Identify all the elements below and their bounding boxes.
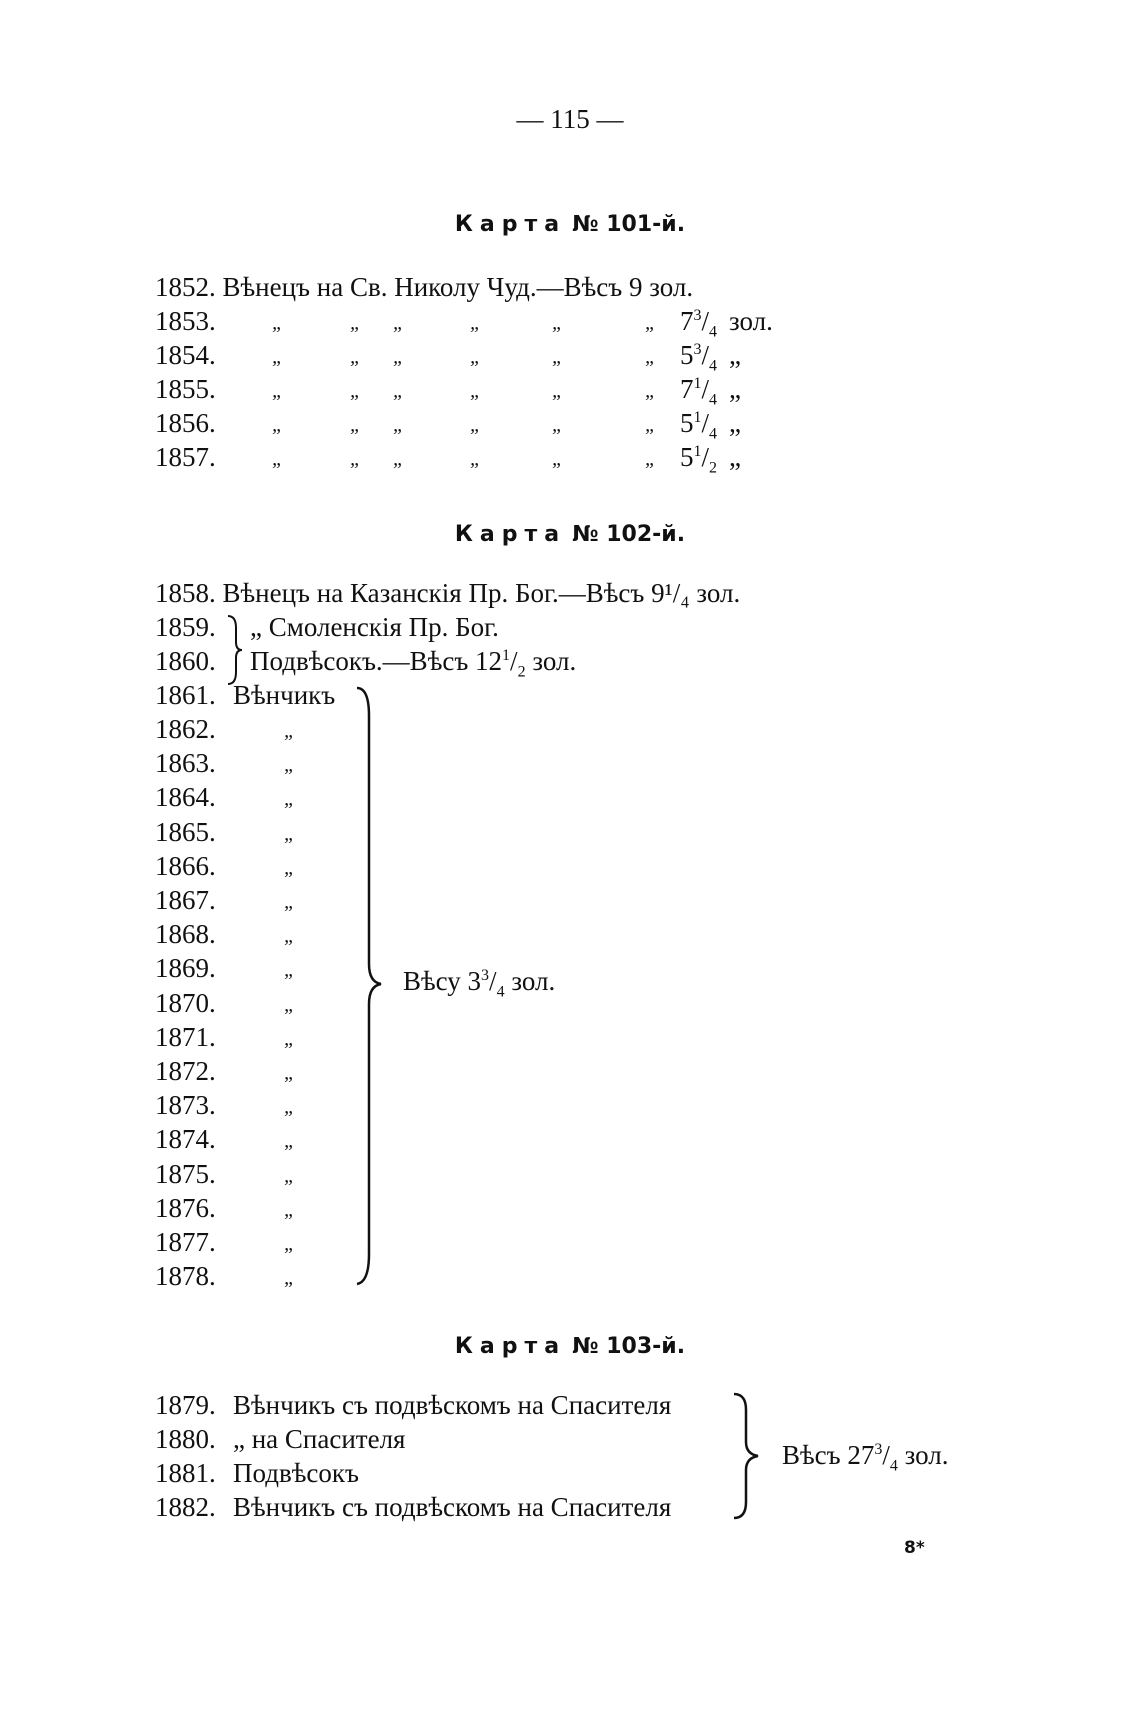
card-101-frac-num: 1 [693, 409, 702, 426]
card-103-heading [0, 1334, 1140, 1359]
card-101-weight-fraction: $^3/_4$ [693, 340, 718, 375]
card-102-line-1860-unit: зол. [532, 646, 577, 676]
card-102-weight-frac-den: 4 [496, 983, 505, 1001]
card-101-weight [680, 340, 741, 375]
card-101-weight [680, 306, 773, 341]
card-103-weight-frac-den: 4 [889, 1457, 898, 1475]
printer-signature: 8* [904, 1538, 925, 1558]
card-102-ditto-mark: „ [284, 1198, 296, 1221]
card-102-ditto-mark: „ [284, 1027, 296, 1050]
card-101-weight-whole: 7 [680, 306, 694, 336]
card-102-year: 1869. [155, 953, 216, 984]
card-101-weight-whole: 5 [680, 442, 694, 472]
card-101-weight [680, 442, 741, 477]
card-103-year: 1879. [155, 1390, 216, 1420]
card-101-ditto-mark: „ [350, 312, 362, 334]
card-101-frac-den: 4 [709, 425, 718, 443]
card-101-weight-fraction: $^1/_2$ [693, 442, 718, 477]
card-101-ditto-mark: „ [552, 312, 564, 334]
card-102-year: 1876. [155, 1192, 216, 1223]
card-102-heading-number: № 102-й. [572, 522, 686, 547]
card-101-ditto-mark: „ [272, 380, 284, 402]
card-102-heading [0, 522, 1140, 547]
card-102-ditto-mark: „ [284, 1062, 296, 1084]
card-101-frac-den: 4 [709, 391, 718, 409]
card-101-ditto-mark: „ [350, 346, 362, 368]
card-102-year-1861: 1861. [155, 680, 216, 710]
card-103-item: Вѣнчикъ съ подвѣскомъ на Спасителя [233, 1492, 672, 1522]
card-102-year: 1878. [155, 1261, 216, 1292]
card-102-line-1860-frac-num: 1 [502, 647, 511, 664]
card-102-line-1860-frac-den: 2 [517, 663, 526, 681]
card-102-weight-frac-num: 3 [481, 967, 490, 984]
card-102-ditto-mark: „ [284, 1096, 296, 1119]
card-102-year: 1870. [155, 987, 216, 1018]
card-101-frac-num: 1 [693, 375, 702, 392]
card-101-year: 1856. [155, 408, 216, 438]
card-101-ditto-mark: „ [393, 312, 405, 334]
card-101-year: 1855. [155, 374, 216, 404]
card-102-year-1859: 1859. [155, 612, 216, 642]
card-101-weight [680, 374, 741, 409]
card-101-frac-den: 4 [709, 323, 718, 341]
card-101-weight-unit: зол. [729, 306, 773, 336]
card-102-year-1860: 1860. [155, 646, 216, 676]
card-102-year: 1875. [155, 1158, 216, 1189]
card-103-brace [732, 1392, 762, 1520]
card-103-item: Подвѣсокъ [233, 1458, 359, 1488]
card-101-frac-num: 1 [693, 443, 702, 460]
card-102-ditto-mark: „ [284, 1164, 296, 1187]
card-101-ditto-mark: „ [645, 414, 657, 436]
card-102-year: 1867. [155, 885, 216, 915]
card-103-item: „ на Спасителя [233, 1424, 406, 1454]
card-102-ditto-mark: „ [284, 1267, 296, 1290]
card-101-ditto-mark: „ [393, 448, 405, 470]
card-102-year: 1865. [155, 816, 216, 847]
card-102-ditto-mark: „ [284, 959, 296, 982]
card-102-year: 1864. [155, 782, 216, 813]
card-101-ditto-mark: „ [552, 380, 564, 402]
card-101-year: 1857. [155, 442, 216, 472]
card-103-year: 1881. [155, 1458, 216, 1488]
card-102-weight: Вѣсу $3^3/_4$ зол. [403, 966, 556, 1001]
card-103-weight-frac-num: 3 [874, 1441, 883, 1458]
card-102-ditto-mark: „ [284, 822, 296, 845]
card-101-weight [680, 408, 741, 443]
card-101-ditto-mark: „ [470, 312, 482, 334]
card-102-year: 1868. [155, 919, 216, 950]
card-101-ditto-mark: „ [272, 312, 284, 334]
card-103-heading-number: № 103-й. [572, 1334, 686, 1359]
card-101-ditto-mark: „ [272, 346, 284, 368]
card-102-weight-unit: зол. [511, 966, 556, 996]
card-101-ditto-mark: „ [470, 346, 482, 368]
card-103-weight-text: Вѣсъ 27 [782, 1440, 875, 1470]
card-101-ditto-mark: „ [272, 448, 284, 470]
card-101-ditto-mark: „ [393, 414, 405, 436]
card-102-year: 1871. [155, 1021, 216, 1052]
card-101-weight-whole: 5 [680, 340, 694, 370]
page-number: — 115 — [516, 104, 624, 134]
card-102-year: 1866. [155, 850, 216, 881]
card-103-year: 1882. [155, 1492, 216, 1522]
card-101-weight-unit: „ [729, 374, 741, 404]
card-102-large-brace [355, 686, 385, 1286]
card-101-weight-unit: „ [729, 408, 741, 438]
card-101-weight-unit: „ [729, 340, 741, 370]
card-102-weight-text: Вѣсу 3 [403, 966, 482, 996]
card-102-ditto-mark: „ [284, 1130, 296, 1153]
card-101-ditto-mark: „ [645, 312, 657, 334]
card-101-weight-fraction: $^1/_4$ [693, 374, 718, 409]
card-101-ditto-mark: „ [470, 448, 482, 470]
card-102-year: 1877. [155, 1227, 216, 1257]
card-102-ditto-mark: „ [284, 1233, 296, 1255]
card-101-ditto-mark: „ [470, 380, 482, 402]
card-101-ditto-mark: „ [552, 346, 564, 368]
card-101-frac-den: 2 [709, 459, 718, 477]
card-103-weight-unit: зол. [904, 1440, 949, 1470]
card-101-weight-whole: 5 [680, 408, 694, 438]
card-102-line-1860-text: Подвѣсокъ.—Вѣсъ 12 [250, 646, 503, 676]
card-102-ditto-mark: „ [284, 754, 296, 777]
card-101-weight-fraction: $^1/_4$ [693, 408, 718, 443]
card-101-year: 1854. [155, 340, 216, 370]
card-101-heading [0, 212, 1140, 237]
card-102-line-1859-text: „ Смоленскія Пр. Бог. [250, 612, 499, 642]
card-101-heading-word: Карта [454, 212, 567, 237]
card-103-weight: Вѣсъ $27^3/_4$ зол. [782, 1440, 949, 1475]
card-102-ditto-mark: „ [284, 925, 296, 948]
card-102-heading-word: Карта [454, 522, 567, 547]
card-101-weight-whole: 7 [680, 374, 694, 404]
card-102-ditto-mark: „ [284, 720, 296, 742]
card-102-ditto-mark: „ [284, 856, 296, 879]
card-101-frac-num: 3 [693, 341, 702, 358]
card-101-weight-unit: „ [729, 442, 741, 472]
card-102-year: 1874. [155, 1124, 216, 1155]
card-101-ditto-mark: „ [645, 448, 657, 470]
card-101-year: 1853. [155, 306, 216, 336]
card-101-ditto-mark: „ [350, 414, 362, 436]
card-102-year: 1872. [155, 1056, 216, 1086]
card-102-small-brace [224, 614, 244, 686]
card-101-weight-fraction: $^3/_4$ [693, 306, 718, 341]
card-101-ditto-mark: „ [350, 448, 362, 470]
card-102-line-1860: Подвѣсокъ.—Вѣсъ $12^1/_2$ зол. [250, 646, 577, 681]
card-101-ditto-mark: „ [393, 346, 405, 368]
card-102-line-1858: 1858. Вѣнецъ на Казанскія Пр. Бог.—Вѣсъ 9¹/₄ зол. [155, 578, 741, 608]
card-102-year: 1862. [155, 714, 216, 744]
card-101-line-1852: 1852. Вѣнецъ на Св. Николу Чуд.—Вѣсъ 9 зол. [155, 272, 694, 302]
card-102-ditto-mark: „ [284, 891, 296, 913]
card-101-ditto-mark: „ [552, 414, 564, 436]
card-101-ditto-mark: „ [393, 380, 405, 402]
card-101-ditto-mark: „ [350, 380, 362, 402]
card-101-ditto-mark: „ [645, 380, 657, 402]
card-101-frac-num: 3 [693, 307, 702, 324]
card-103-item: Вѣнчикъ съ подвѣскомъ на Спасителя [233, 1390, 672, 1420]
card-101-ditto-mark: „ [470, 414, 482, 436]
card-102-year: 1863. [155, 748, 216, 779]
card-101-ditto-mark: „ [272, 414, 284, 436]
card-102-year: 1873. [155, 1090, 216, 1121]
card-102-ditto-mark: „ [284, 993, 296, 1016]
card-101-ditto-mark: „ [645, 346, 657, 368]
card-103-heading-word: Карта [454, 1334, 567, 1359]
card-101-ditto-mark: „ [552, 448, 564, 470]
card-101-heading-number: № 101-й. [572, 212, 686, 237]
card-103-year: 1880. [155, 1424, 216, 1454]
card-101-frac-den: 4 [709, 357, 718, 375]
card-102-ditto-mark: „ [284, 788, 296, 811]
card-102-item-1861: Вѣнчикъ [233, 680, 336, 710]
